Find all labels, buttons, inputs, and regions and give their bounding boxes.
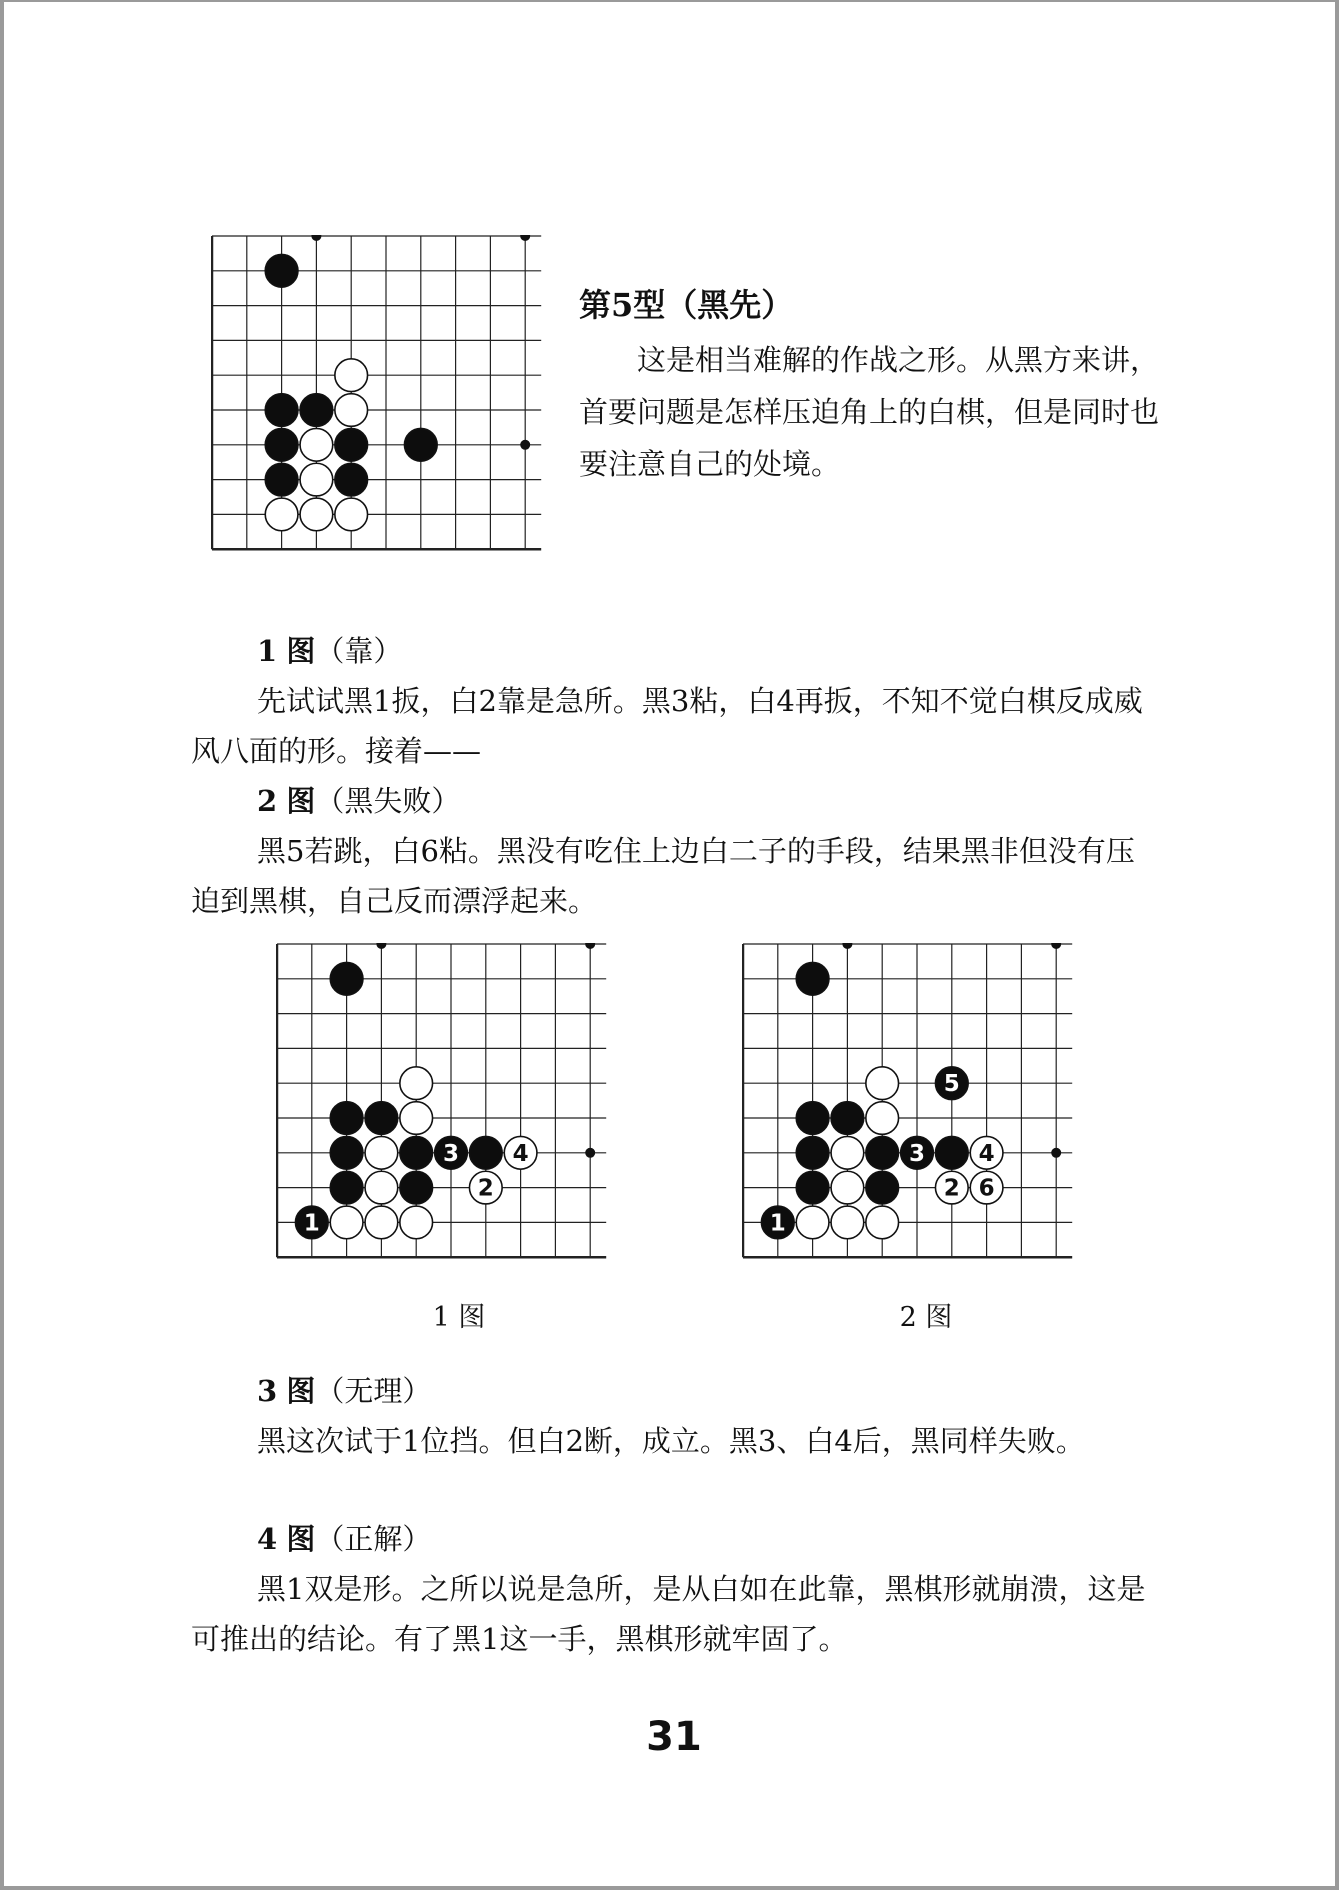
black-stone: [265, 394, 298, 427]
black-stone: [330, 1136, 363, 1169]
hoshi-point: [1051, 1148, 1061, 1158]
white-stone: [400, 1102, 433, 1135]
black-stone: [265, 463, 298, 496]
hoshi-point: [842, 943, 852, 949]
hoshi-point: [376, 943, 386, 949]
section-fig4: [191, 1514, 1161, 1664]
black-stone: [831, 1102, 864, 1135]
black-stone: [335, 463, 368, 496]
move-number: 4: [512, 1140, 529, 1167]
move-number: 6: [978, 1175, 995, 1202]
hoshi-point: [585, 943, 595, 949]
hoshi-point: [520, 235, 530, 241]
white-stone: [300, 463, 333, 496]
black-stone: [469, 1136, 502, 1169]
white-stone: [365, 1206, 398, 1239]
black-stone: [866, 1136, 899, 1169]
black-stone: [796, 1136, 829, 1169]
white-stone: [300, 498, 333, 531]
white-stone: [400, 1067, 433, 1100]
problem-board-svg: [211, 235, 551, 571]
white-stone: [300, 428, 333, 461]
problem-text: [579, 282, 1159, 490]
black-stone: [400, 1136, 433, 1169]
section-fig-label: 图: [286, 1522, 316, 1556]
move-number: 2: [943, 1175, 960, 1202]
white-stone: [335, 498, 368, 531]
black-stone: [300, 394, 333, 427]
white-stone: [796, 1206, 829, 1239]
section-heading: [191, 626, 1161, 676]
hoshi-point: [520, 440, 530, 450]
hoshi-point: [1051, 943, 1061, 949]
move-number: 2: [477, 1175, 494, 1202]
section-heading: [191, 776, 1161, 826]
white-stone: [265, 498, 298, 531]
black-stone: [335, 428, 368, 461]
black-stone: [265, 254, 298, 287]
section-label: （无理）: [315, 1374, 432, 1408]
white-stone: [866, 1067, 899, 1100]
problem-board: [211, 235, 551, 571]
white-stone: [365, 1171, 398, 1204]
section-label: （黑失败）: [315, 784, 461, 818]
black-stone: [796, 1102, 829, 1135]
section-body: 黑1双是形。之所以说是急所，是从白如在此靠，黑棋形就崩溃，这是可推出的结论。有了黑1这一手，黑棋形就牢固了。: [191, 1572, 1146, 1656]
black-stone: [330, 1171, 363, 1204]
section-label: （靠）: [315, 634, 403, 668]
figure-2-board-svg: [742, 943, 1082, 1279]
page-number: 31: [646, 1714, 702, 1760]
section-heading: [191, 1514, 1161, 1564]
section-label: （正解）: [315, 1522, 432, 1556]
hoshi-point: [311, 235, 321, 241]
black-stone: [330, 962, 363, 995]
section-number: 3: [257, 1374, 278, 1408]
move-number: 4: [978, 1140, 995, 1167]
problem-description: 这是相当难解的作战之形。从黑方来讲，首要问题是怎样压迫角上的白棋，但是同时也要注意自己的处境。: [579, 343, 1160, 481]
section-fig1: [191, 626, 1161, 776]
white-stone: [831, 1206, 864, 1239]
white-stone: [831, 1136, 864, 1169]
figure-1-board: [276, 943, 616, 1279]
section-number: 4: [257, 1522, 278, 1556]
hoshi-point: [585, 1148, 595, 1158]
move-number: 3: [442, 1140, 460, 1167]
section-heading: [191, 1366, 1161, 1416]
section-body: 黑这次试于1位挡。但白2断，成立。黑3、白4后，黑同样失败。: [257, 1424, 1085, 1458]
move-number: 3: [908, 1140, 926, 1167]
black-stone: [796, 962, 829, 995]
black-stone: [935, 1136, 968, 1169]
move-number: 1: [769, 1210, 786, 1237]
white-stone: [866, 1206, 899, 1239]
black-stone: [400, 1171, 433, 1204]
black-stone: [265, 428, 298, 461]
figure-1-board-svg: [276, 943, 616, 1279]
white-stone: [400, 1206, 433, 1239]
section-number: 2: [257, 784, 278, 818]
figure-1-caption: 1 图: [432, 1302, 486, 1333]
black-stone: [365, 1102, 398, 1135]
section-fig-label: 图: [286, 1374, 316, 1408]
section-fig2: [191, 776, 1161, 926]
black-stone: [330, 1102, 363, 1135]
section-fig-label: 图: [286, 784, 316, 818]
problem-title: 第5型（黑先）: [579, 286, 794, 324]
move-number: 1: [303, 1210, 320, 1237]
section-body: 黑5若跳，白6粘。黑没有吃住上边白二子的手段，结果黑非但没有压迫到黑棋，自己反而漂浮起来。: [191, 834, 1135, 918]
section-body: 先试试黑1扳，白2靠是急所。黑3粘，白4再扳，不知不觉白棋反成威风八面的形。接着——: [191, 684, 1143, 768]
white-stone: [831, 1171, 864, 1204]
section-fig-label: 图: [286, 634, 316, 668]
white-stone: [866, 1102, 899, 1135]
figure-2-caption: 2 图: [899, 1302, 953, 1333]
move-number: 5: [943, 1071, 960, 1098]
white-stone: [330, 1206, 363, 1239]
figure-2-board: [742, 943, 1082, 1279]
black-stone: [404, 428, 437, 461]
black-stone: [796, 1171, 829, 1204]
white-stone: [335, 394, 368, 427]
white-stone: [365, 1136, 398, 1169]
black-stone: [866, 1171, 899, 1204]
section-number: 1: [257, 634, 278, 668]
white-stone: [335, 359, 368, 392]
section-fig3: [191, 1366, 1161, 1466]
